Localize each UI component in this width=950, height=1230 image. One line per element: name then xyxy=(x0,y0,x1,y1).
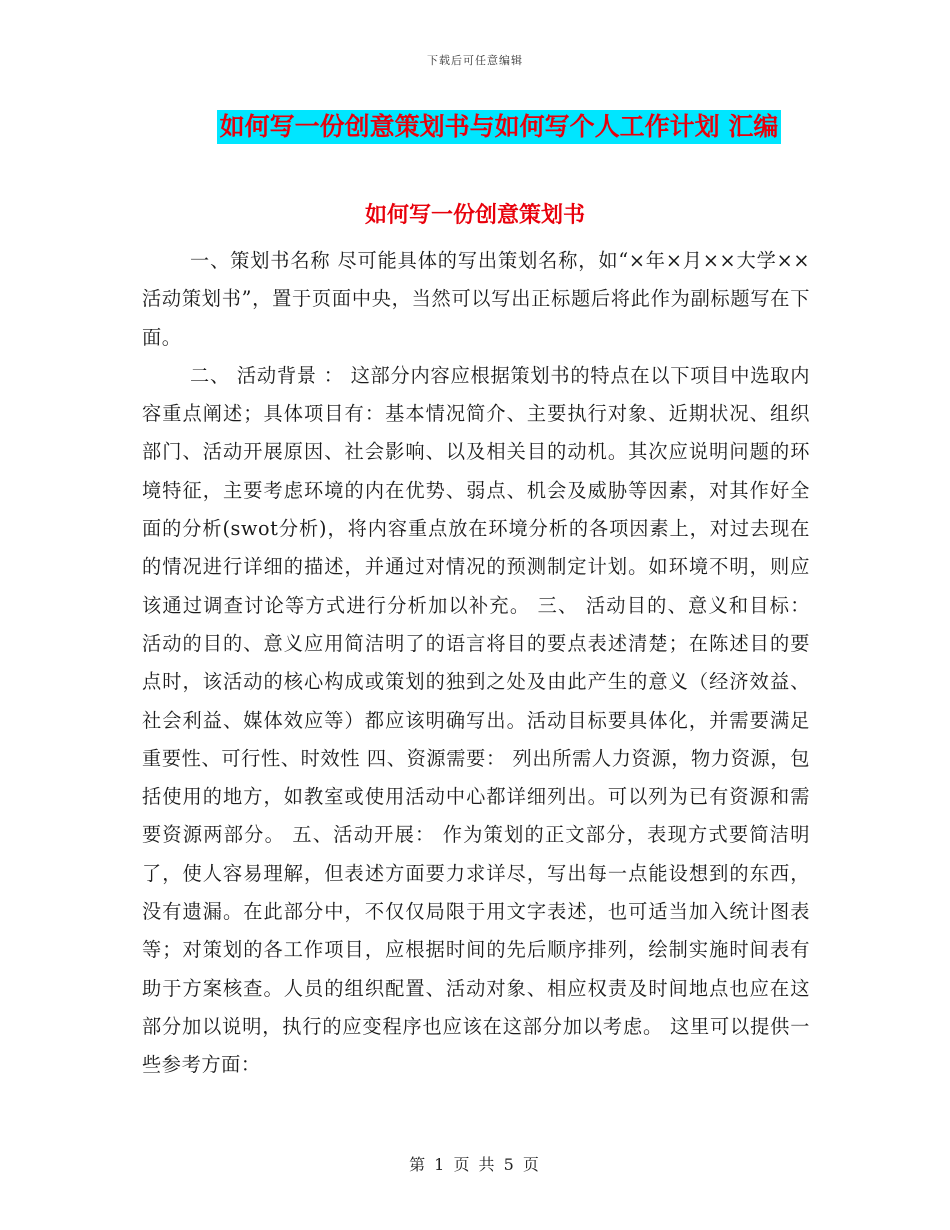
page-header-note: 下载后可任意编辑 xyxy=(427,54,523,67)
document-title xyxy=(0,110,950,144)
section-title: 如何写一份创意策划书 xyxy=(364,203,585,228)
paragraph-1: 一、策划书名称 尽可能具体的写出策划名称，如“×年×月××大学××活动策划书”，置于页面中央，当然可以写出正标题后将此作为副标题写在下面。 xyxy=(142,249,810,349)
page-number: 第 1 页 共 5 页 xyxy=(409,1155,541,1174)
document-title-text: 如何写一份创意策划书与如何写个人工作计划 汇编 xyxy=(217,110,782,144)
paragraph-2: 二、 活动背景 ： 这部分内容应根据策划书的特点在以下项目中选取内容重点阐述；具体项目有：基本情况简介、主要执行对象、近期状况、组织部门、活动开展原因、社会影响、以及相关目的动机。其次应说明问题的环境特征，主要考虑环境的内在优势、弱点、机会及威胁等因素，对其作好全面的分析(swot分析)，将内容重点放在环境分析的各项因素上，对过去现在的情况进行详细的描述，并通过对情况的预测制定计划。如环境不明，则应该通过调查讨论等方式进行分析加以补充。 三、 活动目的、意义和目标： 活动的目的、意义应用简洁明了的语言将目的要点表述清楚；在陈述目的要点时，该活动的核心构成或策划的独到之处及由此产生的意义（经济效益、社会利益、媒体效应等）都应该明确写出。活动目标要具体化，并需要满足重要性、可行性、时效性 四、资源需要： 列出所需人力资源，物力资源，包括使用的地方，如教室或使用活动中心都详细列出。可以列为已有资源和需要资源两部分。 五、活动开展： 作为策划的正文部分，表现方式要简洁明了，使人容易理解，但表述方面要力求详尽，写出每一点能设想到的东西，没有遗漏。在此部分中，不仅仅局限于用文字表述，也可适当加入统计图表等；对策划的各工作项目，应根据时间的先后顺序排列，绘制实施时间表有助于方案核查。人员的组织配置、活动对象、相应权责及时间地点也应在这部分加以说明，执行的应变程序也应该在这部分加以考虑。 这里可以提供一些参考方面： xyxy=(142,363,810,1077)
document-body xyxy=(142,242,810,1085)
